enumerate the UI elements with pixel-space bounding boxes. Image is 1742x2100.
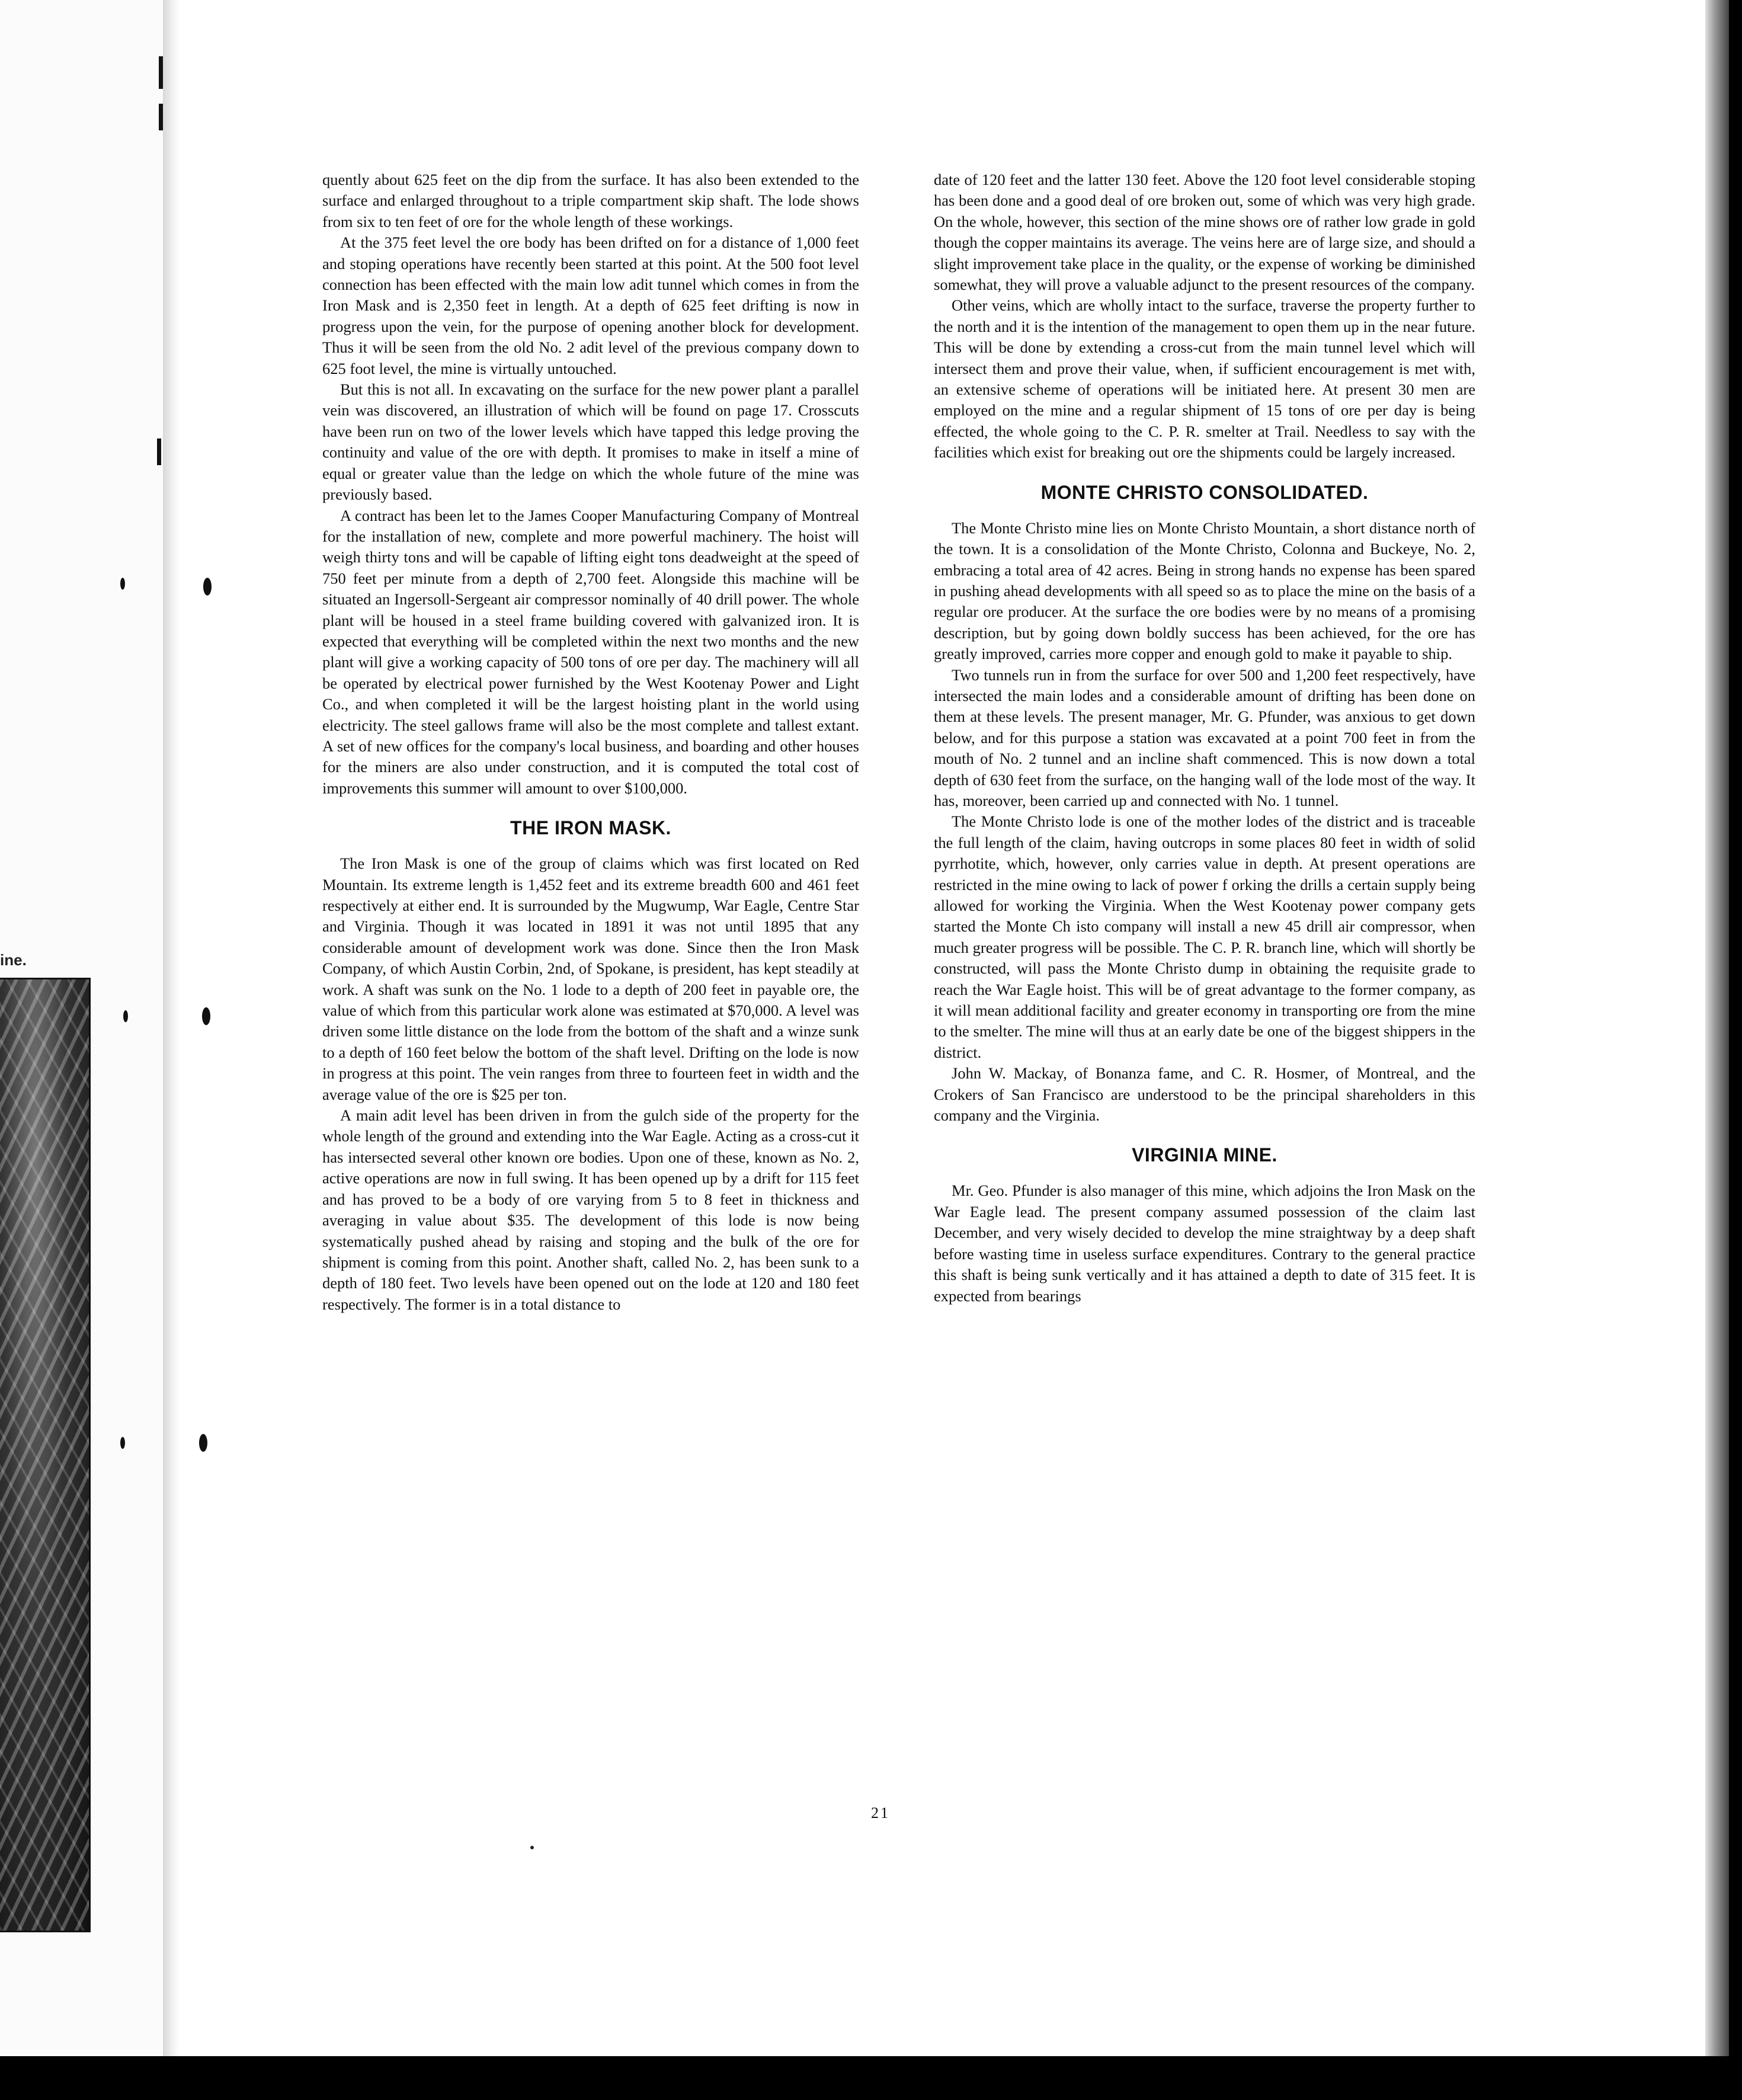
paragraph: A contract has been let to the James Cooper Manufacturing Company of Montreal for the installation of new, complete and more powerful machinery. The hoist will weigh thirty tons and will be capable of lifting eight tons deadweight at the speed of 750 feet per minute from a depth of 2,700 feet. Alongside this machine will be situated an Ingersoll-Sergeant air compressor nominally of 40 drill power. The whole plant will be housed in a steel frame building covered with galvanized iron. It is expected that everything will be completed within the next two months and the new plant will give a working capacity of 500 tons of ore per day. The machinery will all be operated by electrical power furnished by the West Kootenay Power and Light Co., and when completed it will be the largest hoisting plant in the world using electricity. The steel gallows frame will also be the most complete and tallest extant. A set of new offices for the company's local business, and boarding and other houses for the miners are also under construction, and it is computed the total cost of improvements this summer will amount to over $100,000.	[322, 506, 859, 797]
paragraph: The Iron Mask is one of the group of claims which was first located on Red Mountain. Its extreme length is 1,452 feet and its extreme breadth 600 and 461 feet respectively at either end. It is surrounded by the Mugwump, War Eagle, Centre Star and Virginia. Though it was located in 1891 it was not until 1895 that any considerable amount of development work was done. Since then the Iron Mask Company, of which Austin Corbin, 2nd, of Spokane, is president, has kept steadily at work. A shaft was sunk on the No. 1 lode to a depth of 200 feet in payable ore, the value of which from this particular work alone was estimated at $70,000. A level was driven some little distance on the lode from the bottom of the shaft and a winze sunk to a depth of 160 feet below the bottom of the shaft level. Drifting on the lode is now in progress at this point. The vein ranges from three to fourteen feet in width and the average value of the ore is $25 per ton.	[322, 854, 859, 1103]
paragraph: The Monte Christo lode is one of the mother lodes of the district and is traceable the full length of the claim, having outcrops in some places 80 feet in width of solid pyrrhotite, which, however, only carries value in depth. At present operations are restricted in the mine owing to lack of power f orking the drills a certain supply being allowed for working the Virginia. When the West Kootenay power company gets started the Monte Ch isto company will install a new 45 drill air compressor, when much greater progress will be possible. The C. P. R. branch line, which will shortly be constructed, will pass the Monte Christo dump in obtaining the requisite grade to reach the War Eagle hoist. This will be of great advantage to the former company, as it will mean additional facility and greater economy in transporting ore from the mine to the smelter. The mine will thus at an early date be one of the biggest shippers in the district.	[934, 812, 1475, 1061]
binding-hole-mark	[123, 1010, 128, 1022]
margin-mark	[159, 56, 163, 89]
paragraph: quently about 625 feet on the dip from the surface. It has also been extended to the surface and enlarged throughout to a triple compartment skip shaft. The lode shows from six to ten feet of ore for the whole length of these workings.	[322, 171, 859, 231]
right-text-column	[934, 169, 1475, 1307]
right-page-edge	[1705, 0, 1729, 2056]
section-heading: VIRGINIA MINE.	[1132, 1144, 1277, 1166]
paragraph: A main adit level has been driven in from the gulch side of the property for the whole length of the ground and extending into the War Eagle. Acting as a cross-cut it has intersected several other known ore bodies. Upon one of these, known as No. 2, active operations are now in full swing. It has been opened up by a drift for 115 feet and has proved to be a body of ore varying from 5 to 8 feet in thickness and averaging in value about $35. The development of this lode is now being systematically pushed ahead by raising and stoping and the bulk of the ore for shipment is coming from this point. Another shaft, called No. 2, has been sunk to a depth of 180 feet. Two levels have been opened out on the lode at 120 and 180 feet respectively. The former is in a total distance to	[322, 1106, 859, 1313]
margin-mark	[157, 438, 161, 465]
paragraph: Two tunnels run in from the surface for over 500 and 1,200 feet respectively, have intersected the main lodes and a considerable amount of drifting has been done on them at these levels. The present manager, Mr. G. Pfunder, was anxious to get down below, and for this purpose a station was excavated at a point 700 feet in from the mouth of No. 2 tunnel and an incline shaft commenced. This is now down a total depth of 630 feet from the surface, on the hanging wall of the lode most of the way. It has, moreover, been carried up and connected with No. 1 tunnel.	[934, 665, 1475, 809]
paragraph: The Monte Christo mine lies on Monte Christo Mountain, a short distance north of the town. It is a consolidation of the Monte Christo, Colonna and Buckeye, No. 2, embracing a total area of 42 acres. Being in strong hands no expense has been spared in pushing ahead developments with all speed so as to place the mine on the basis of a regular ore producer. At the surface the ore bodies were by no means of a promising description, but by going down boldly success has been achieved, for the ore has greatly improved, carries more copper and enough gold to make it payable to ship.	[934, 518, 1475, 663]
binding-gutter	[163, 0, 180, 2056]
paragraph: date of 120 feet and the latter 130 feet. Above the 120 foot level considerable stoping has been done and a good deal of ore broken out, some of which was very high grade. On the whole, however, this section of the mine shows ore of rather low grade in gold though the copper maintains its average. The veins here are of large size, and should a slight improvement take place in the quality, or the expense of working be diminished somewhat, they will prove a valuable adjunct to the present resources of the company.	[934, 171, 1475, 294]
binding-hole-mark	[199, 1434, 207, 1452]
section-heading: MONTE CHRISTO CONSOLIDATED.	[1040, 481, 1369, 503]
paragraph: At the 375 feet level the ore body has been drifted on for a distance of 1,000 feet and stoping operations have recently been started at this point. At the 500 foot level connection has been effected with the main low adit tunnel which comes in from the Iron Mask and is 2,350 feet in length. At a depth of 625 feet drifting is now in progress upon the vein, for the purpose of opening another block for development. Thus it will be seen from the old No. 2 adit level of the previous company down to 625 foot level, the mine is virtually untouched.	[322, 233, 859, 377]
previous-page-photograph	[0, 978, 91, 1932]
paragraph: Other veins, which are wholly intact to the surface, traverse the property further to the north and it is the intention of the management to open them up in the near future. This will be done by extending a cross-cut from the main tunnel level which will intersect them and prove their value, when, if sufficient encouragement is met with, an extensive scheme of operations will be initiated here. At present 30 men are employed on the mine and a regular shipment of 15 tons of ore per day is being effected, the whole going to the C. P. R. smelter at Trail. Needless to say with the facilities which exist for breaking out ore the shipments could be largely increased.	[934, 296, 1475, 462]
binding-hole-mark	[203, 578, 212, 596]
page-number: 21	[871, 1804, 890, 1822]
margin-mark	[159, 104, 163, 130]
binding-hole-mark	[120, 578, 125, 590]
paragraph: John W. Mackay, of Bonanza fame, and C. R. Hosmer, of Montreal, and the Crokers of San Francisco are understood to be the principal shareholders in this company and the Virginia.	[934, 1064, 1475, 1125]
left-text-column	[322, 169, 859, 1315]
section-heading: THE IRON MASK.	[510, 817, 671, 839]
previous-page-text-fragment: ine.	[0, 951, 27, 969]
previous-page-edge	[0, 0, 163, 2056]
print-speck	[530, 1846, 534, 1849]
binding-hole-mark	[120, 1437, 125, 1449]
binding-hole-mark	[202, 1007, 210, 1025]
paragraph: Mr. Geo. Pfunder is also manager of this mine, which adjoins the Iron Mask on the War Eagle lead. The present company assumed possession of the claim last December, and very wisely decided to develop the mine straightway by a deep shaft before wasting time in useless surface expenditures. Contrary to the general practice this shaft is being sunk vertically and it has attained a depth to date of 315 feet. It is expected from bearings	[934, 1182, 1475, 1305]
paragraph: But this is not all. In excavating on the surface for the new power plant a parallel vein was discovered, an illustration of which will be found on page 17. Crosscuts have been run on two of the lower levels which have tapped this ledge proving the continuity and value of the ore with depth. It promises to make in itself a mine of equal or greater value than the ledge on which the whole future of the mine was previously based.	[322, 380, 859, 504]
